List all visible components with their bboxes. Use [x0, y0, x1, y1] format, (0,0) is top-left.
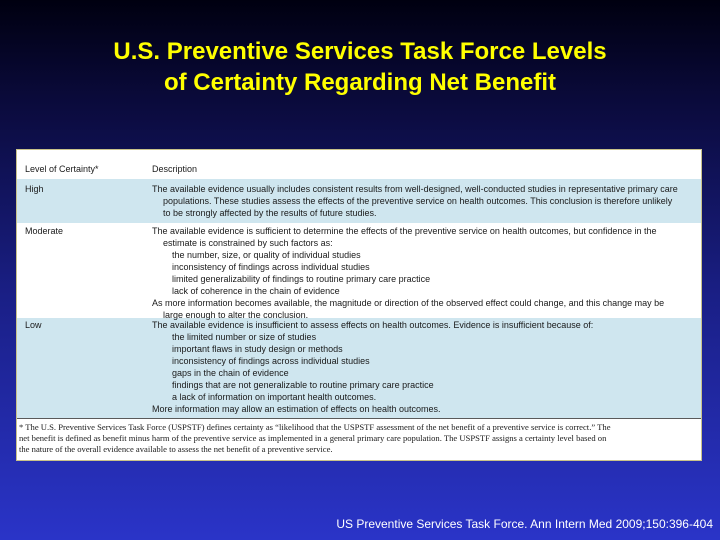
level-high: High	[25, 184, 44, 194]
description-moderate	[152, 225, 701, 320]
factor-item: important flaws in study design or methods	[172, 344, 343, 354]
description-high	[152, 183, 701, 221]
level-low: Low	[25, 320, 42, 330]
description-line: The available evidence usually includes consistent results from well-designed, well-conducted studies in representative primary care	[152, 184, 678, 194]
title-line-1: U.S. Preventive Services Task Force Levels	[113, 38, 607, 65]
factor-item: limited generalizability of findings to routine primary care practice	[172, 274, 431, 284]
footnote-line: the nature of the overall evidence available to assess the net benefit of a preventive service.	[19, 444, 333, 454]
header-description: Description	[152, 164, 198, 174]
factor-item: the limited number or size of studies	[172, 332, 317, 342]
description-low	[152, 319, 701, 416]
slide-title	[0, 36, 720, 98]
description-line: to be strongly affected by the results of future studies.	[163, 208, 377, 218]
factor-item: gaps in the chain of evidence	[172, 368, 289, 378]
header-level: Level of Certainty*	[25, 164, 99, 174]
footnote-line: * The U.S. Preventive Services Task Force (USPSTF) defines certainty as “likelihood that the USPSTF assessment of the net benefit of a preventive service is correct.” The	[19, 422, 611, 432]
certainty-table	[16, 149, 702, 461]
description-line: The available evidence is insufficient to assess effects on health outcomes. Evidence is insufficient because of:	[152, 320, 594, 330]
table-footnote	[17, 418, 701, 455]
factor-item: lack of coherence in the chain of evidence	[172, 286, 340, 296]
level-moderate: Moderate	[25, 226, 64, 236]
table-row-high	[17, 179, 701, 223]
table-row-moderate	[17, 223, 701, 318]
factor-item: inconsistency of findings across individual studies	[172, 262, 370, 272]
footnote-line: net benefit is defined as benefit minus harm of the preventive service as implemented in a general primary care population. The USPSTF assigns a certainty level based on	[19, 433, 607, 443]
description-line: The available evidence is sufficient to determine the effects of the preventive service on health outcomes, but confidence in the	[152, 226, 657, 236]
factor-item: inconsistency of findings across individual studies	[172, 356, 370, 366]
description-line: large enough to alter the conclusion.	[163, 310, 309, 320]
title-line-2: of Certainty Regarding Net Benefit	[163, 69, 557, 96]
factor-item: the number, size, or quality of individual studies	[172, 250, 361, 260]
factor-item: findings that are not generalizable to routine primary care practice	[172, 380, 434, 390]
table-header-row	[17, 150, 701, 179]
description-line: As more information becomes available, the magnitude or direction of the observed effect could change, and this change may be	[152, 298, 665, 308]
description-line: estimate is constrained by such factors as:	[163, 238, 333, 248]
description-line: More information may allow an estimation of effects on health outcomes.	[152, 404, 441, 414]
factor-item: a lack of information on important health outcomes.	[172, 392, 377, 402]
table-row-low	[17, 318, 701, 418]
description-line: populations. These studies assess the effects of the preventive service on health outcomes. This conclusion is therefore unlikely	[163, 196, 673, 206]
citation: US Preventive Services Task Force. Ann Intern Med 2009;150:396-404	[336, 517, 713, 531]
